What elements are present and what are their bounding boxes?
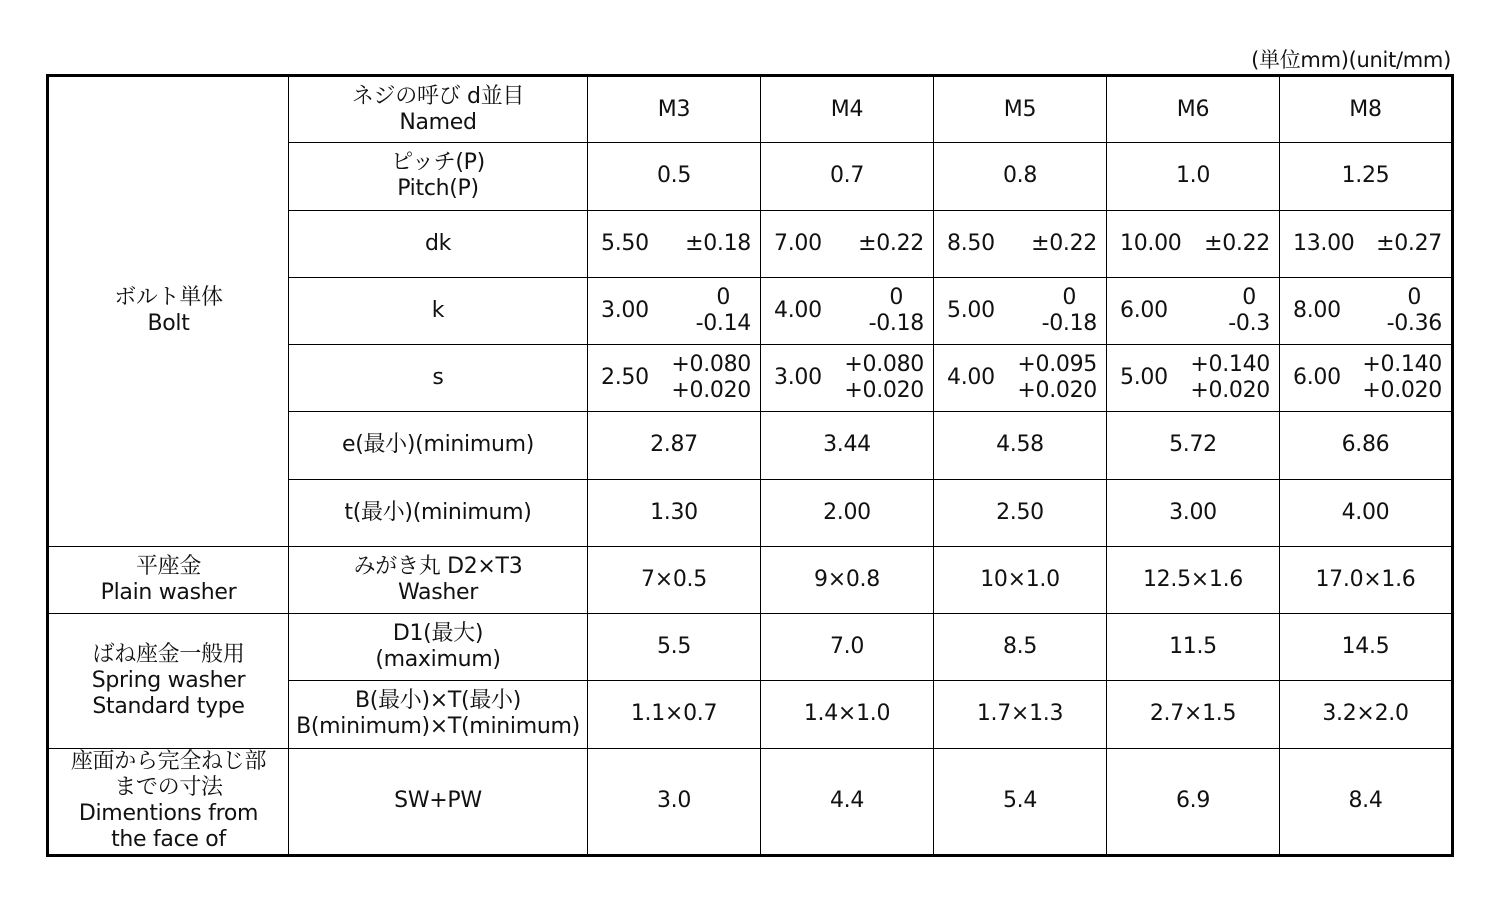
nominal-value: 3.00 <box>774 365 822 391</box>
value-cell: 7.0 <box>761 614 934 681</box>
value-cell: 2.00 <box>761 479 934 546</box>
tolerance-cell <box>1280 345 1453 412</box>
tolerance-value <box>696 285 751 337</box>
tolerance-value <box>869 285 924 337</box>
row-plain-washer <box>48 546 1453 613</box>
tolerance-pair <box>934 285 1106 337</box>
label-washer <box>289 546 588 613</box>
tolerance-pair <box>761 352 933 404</box>
tolerance-line: +0.080 <box>671 352 751 378</box>
label-en: B(minimum)×T(minimum) <box>296 714 580 740</box>
tolerance-line: -0.36 <box>1386 310 1442 336</box>
tolerance-value <box>844 352 924 404</box>
tolerance-pair <box>588 352 760 404</box>
nominal-value: 5.50 <box>601 230 649 256</box>
tolerance-cell <box>1107 210 1280 277</box>
tolerance-cell <box>588 210 761 277</box>
value-cell: 4.00 <box>1280 479 1453 546</box>
tolerance-cell <box>1280 277 1453 344</box>
tolerance-cell <box>1107 277 1280 344</box>
value-cell: 3.0 <box>588 748 761 856</box>
tolerance-pair <box>1280 285 1451 337</box>
tolerance-value <box>1387 285 1442 337</box>
group-label-jp-2: までの寸法 <box>114 775 223 801</box>
spec-table <box>46 74 1454 857</box>
tolerance-value <box>1228 285 1270 337</box>
tolerance-cell <box>934 277 1107 344</box>
nominal-value: 10.00 <box>1120 230 1182 256</box>
tolerance-cell <box>934 210 1107 277</box>
nominal-value: 2.50 <box>601 365 649 391</box>
tolerance-pair <box>1107 352 1279 404</box>
group-label-jp: ばね座金一般用 <box>92 641 245 667</box>
label-jp: D1(最大) <box>392 621 484 647</box>
tolerance-value <box>1362 352 1442 404</box>
tolerance-pair <box>761 231 933 257</box>
value-cell: 3.2×2.0 <box>1280 681 1453 748</box>
value-cell: 8.5 <box>934 614 1107 681</box>
nominal-value: 4.00 <box>947 365 995 391</box>
tolerance-line: 0 <box>1062 284 1077 310</box>
group-label-jp: 座面から完全ねじ部 <box>70 749 267 775</box>
tolerance-pair <box>934 352 1106 404</box>
value-cell: 6.86 <box>1280 412 1453 479</box>
label-jp: ネジの呼び d並目 <box>351 83 525 109</box>
tolerance-cell <box>588 345 761 412</box>
tolerance-line: ±0.22 <box>1204 230 1270 256</box>
label-en: (maximum) <box>375 647 501 673</box>
tolerance-line: -0.14 <box>695 310 751 336</box>
value-cell: 1.25 <box>1280 143 1453 210</box>
tolerance-value <box>1376 231 1442 257</box>
label-en: Pitch(P) <box>397 176 479 202</box>
label-en: Named <box>399 109 477 135</box>
label-en: Washer <box>397 579 478 605</box>
tolerance-value <box>1042 285 1097 337</box>
value-cell: 5.4 <box>934 748 1107 856</box>
nominal-value: 3.00 <box>601 297 649 323</box>
tolerance-line: +0.020 <box>844 378 924 404</box>
label-e-min: e(最小)(minimum) <box>289 412 588 479</box>
tolerance-line: +0.095 <box>1017 352 1097 378</box>
tolerance-pair <box>761 285 933 337</box>
label-sw-pw: SW+PW <box>289 748 588 856</box>
tolerance-line: ±0.18 <box>685 230 751 256</box>
tolerance-pair <box>588 231 760 257</box>
nominal-value: 8.50 <box>947 230 995 256</box>
nominal-value: 4.00 <box>774 297 822 323</box>
value-cell: 2.87 <box>588 412 761 479</box>
value-cell: 1.0 <box>1107 143 1280 210</box>
size-cell: M4 <box>761 76 934 143</box>
label-dk: dk <box>289 210 588 277</box>
group-label-en-2: Standard type <box>92 693 245 719</box>
row-d1-max <box>48 614 1453 681</box>
label-k: k <box>289 277 588 344</box>
tolerance-pair <box>1280 352 1451 404</box>
tolerance-cell <box>1280 210 1453 277</box>
tolerance-line: -0.18 <box>868 310 924 336</box>
value-cell: 1.1×0.7 <box>588 681 761 748</box>
nominal-value: 7.00 <box>774 230 822 256</box>
nominal-value: 5.00 <box>1120 365 1168 391</box>
value-cell: 3.44 <box>761 412 934 479</box>
tolerance-line: 0 <box>1242 284 1256 310</box>
tolerance-pair <box>1107 285 1279 337</box>
value-cell: 7×0.5 <box>588 546 761 613</box>
spec-table-body <box>48 76 1453 856</box>
tolerance-value <box>1031 231 1097 257</box>
group-spring-washer <box>48 614 289 749</box>
tolerance-pair <box>588 285 760 337</box>
tolerance-line: +0.140 <box>1190 352 1270 378</box>
value-cell: 4.4 <box>761 748 934 856</box>
value-cell: 5.5 <box>588 614 761 681</box>
label-pitch <box>289 143 588 210</box>
label-s: s <box>289 345 588 412</box>
label-bt-min <box>289 681 588 748</box>
tolerance-line: -0.3 <box>1228 310 1270 336</box>
tolerance-cell <box>761 210 934 277</box>
tolerance-line: ±0.27 <box>1376 230 1442 256</box>
row-sw-pw <box>48 748 1453 856</box>
value-cell: 4.58 <box>934 412 1107 479</box>
value-cell: 1.30 <box>588 479 761 546</box>
tolerance-value <box>858 231 924 257</box>
tolerance-line: +0.020 <box>1190 378 1270 404</box>
value-cell: 14.5 <box>1280 614 1453 681</box>
group-label-en: Bolt <box>147 311 190 337</box>
tolerance-cell <box>761 277 934 344</box>
value-cell: 0.8 <box>934 143 1107 210</box>
value-cell: 1.4×1.0 <box>761 681 934 748</box>
group-label-jp: 平座金 <box>135 553 202 579</box>
nominal-value: 5.00 <box>947 297 995 323</box>
value-cell: 9×0.8 <box>761 546 934 613</box>
group-label-en-2: the face of <box>111 827 226 853</box>
label-jp: ピッチ(P) <box>391 150 485 176</box>
value-cell: 2.50 <box>934 479 1107 546</box>
tolerance-line: -0.18 <box>1041 310 1097 336</box>
size-cell: M6 <box>1107 76 1280 143</box>
tolerance-value <box>1190 352 1270 404</box>
value-cell: 5.72 <box>1107 412 1280 479</box>
tolerance-value <box>1204 231 1270 257</box>
value-cell: 12.5×1.6 <box>1107 546 1280 613</box>
value-cell: 0.5 <box>588 143 761 210</box>
nominal-value: 8.00 <box>1293 297 1341 323</box>
tolerance-pair <box>1107 231 1279 257</box>
size-cell: M3 <box>588 76 761 143</box>
tolerance-cell <box>1107 345 1280 412</box>
tolerance-value <box>671 352 751 404</box>
label-d1-max <box>289 614 588 681</box>
value-cell: 10×1.0 <box>934 546 1107 613</box>
nominal-value: 13.00 <box>1293 230 1355 256</box>
value-cell: 3.00 <box>1107 479 1280 546</box>
value-cell: 6.9 <box>1107 748 1280 856</box>
tolerance-line: 0 <box>1407 284 1422 310</box>
group-bolt <box>48 76 289 547</box>
tolerance-line: +0.020 <box>1017 378 1097 404</box>
tolerance-line: ±0.22 <box>858 230 924 256</box>
label-t-min: t(最小)(minimum) <box>289 479 588 546</box>
tolerance-cell <box>588 277 761 344</box>
value-cell: 8.4 <box>1280 748 1453 856</box>
value-cell: 17.0×1.6 <box>1280 546 1453 613</box>
label-jp: B(最小)×T(最小) <box>355 688 521 714</box>
nominal-value: 6.00 <box>1120 297 1168 323</box>
tolerance-line: +0.020 <box>1362 378 1442 404</box>
value-cell: 2.7×1.5 <box>1107 681 1280 748</box>
tolerance-value <box>685 231 751 257</box>
group-label-jp: ボルト単体 <box>114 285 223 311</box>
group-label-en: Plain washer <box>100 579 237 605</box>
tolerance-cell <box>934 345 1107 412</box>
tolerance-line: 0 <box>716 284 731 310</box>
label-jp: みがき丸 D2×T3 <box>353 553 523 579</box>
group-plain-washer <box>48 546 289 613</box>
value-cell: 1.7×1.3 <box>934 681 1107 748</box>
tolerance-line: +0.020 <box>671 378 751 404</box>
size-cell: M8 <box>1280 76 1453 143</box>
nominal-value: 6.00 <box>1293 365 1341 391</box>
group-label-en: Spring washer <box>91 667 246 693</box>
tolerance-line: ±0.22 <box>1031 230 1097 256</box>
value-cell: 11.5 <box>1107 614 1280 681</box>
tolerance-line: +0.140 <box>1362 352 1442 378</box>
value-cell: 0.7 <box>761 143 934 210</box>
tolerance-pair <box>934 231 1106 257</box>
tolerance-pair <box>1280 231 1451 257</box>
label-named <box>289 76 588 143</box>
tolerance-line: +0.080 <box>844 352 924 378</box>
tolerance-value <box>1017 352 1097 404</box>
group-thread-distance <box>48 748 289 856</box>
unit-note: (単位mm)(unit/mm) <box>1251 48 1451 72</box>
tolerance-line: 0 <box>889 284 904 310</box>
tolerance-cell <box>761 345 934 412</box>
group-label-en: Dimentions from <box>78 801 259 827</box>
size-cell: M5 <box>934 76 1107 143</box>
row-named <box>48 76 1453 143</box>
